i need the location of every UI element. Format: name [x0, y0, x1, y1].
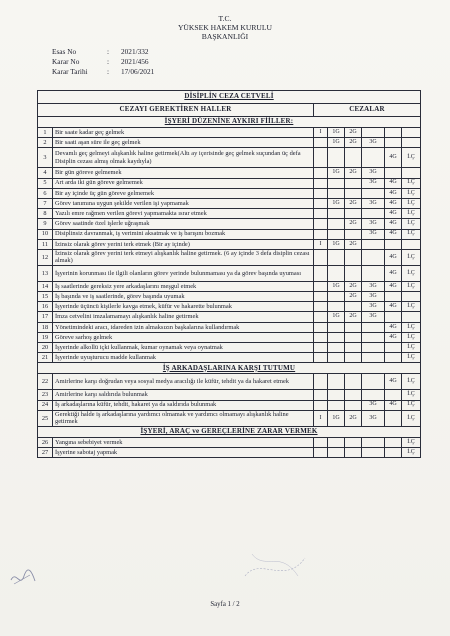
row-number: 13: [38, 265, 53, 281]
offence-text: Disiplinsiz davranmak, iş verimini aksatmak ve iş barışını bozmak: [53, 229, 314, 239]
penalty-cell: 4G: [385, 374, 402, 390]
section-header-row: [38, 426, 421, 437]
penalty-cell: 3G: [362, 219, 385, 229]
penalty-cell: [402, 138, 421, 148]
penalty-cell: [385, 390, 402, 400]
offence-text: Gerektiği halde iş arkadaşlarına yardımcı olmamak ve yardımcı olmamayı alışkanlık haline getirmek: [53, 410, 314, 426]
penalty-cell: 3G: [362, 168, 385, 178]
header-institution: YÜKSEK HAKEM KURULU: [177, 23, 273, 32]
penalty-cell: [362, 209, 385, 219]
penalty-cell: 3G: [362, 410, 385, 426]
penalty-cell: [345, 249, 362, 265]
penalty-cell: [402, 292, 421, 302]
row-number: 19: [38, 332, 53, 342]
penalty-cell: [385, 353, 402, 363]
offence-text: Bir saati aşan süre ile geç gelmek: [53, 138, 314, 148]
row-number: 16: [38, 302, 53, 312]
row-number: 5: [38, 178, 53, 188]
meta-row-esas: [52, 47, 154, 57]
row-number: 10: [38, 229, 53, 239]
offence-text: İş arkadaşlarına küfür, tehdit, hakaret ya da saldırıda bulunmak: [53, 400, 314, 410]
offence-text: Yazılı emre rağmen verilen görevi yapmamakta ısrar etmek: [53, 209, 314, 219]
penalty-cell: 1G: [328, 138, 345, 148]
penalty-cell: 3G: [362, 400, 385, 410]
penalty-cell: 2G: [345, 281, 362, 291]
penalty-cell: İ.Ç: [402, 374, 421, 390]
row-number: 2: [38, 138, 53, 148]
penalty-cell: 2G: [345, 410, 362, 426]
penalty-cell: [385, 312, 402, 322]
penalty-cell: 4G: [385, 229, 402, 239]
penalty-cell: İ.Ç: [402, 229, 421, 239]
header-tc: T.C.: [218, 14, 232, 23]
penalty-cell: [385, 343, 402, 353]
penalty-cell: 3G: [362, 281, 385, 291]
penalty-cell: İ.Ç: [402, 343, 421, 353]
offence-text: İşyerinde alkollü içki kullanmak, kumar oynamak veya oynatmak: [53, 343, 314, 353]
penalty-cell: İ.Ç: [402, 209, 421, 219]
table-header-row: [38, 104, 421, 117]
table-row: [38, 437, 421, 447]
penalty-cell: [328, 302, 345, 312]
penalty-cell: [314, 447, 328, 457]
offence-text: İşyerine sabotaj yapmak: [53, 447, 314, 457]
penalty-cell: [402, 239, 421, 249]
offence-text: İş saatlerinde gereksiz yere arkadaşlarını meşgul etmek: [53, 281, 314, 291]
penalty-cell: 4G: [385, 249, 402, 265]
penalty-cell: [328, 265, 345, 281]
row-number: 1: [38, 128, 53, 138]
penalty-cell: [345, 353, 362, 363]
table-row: [38, 229, 421, 239]
penalty-cell: [328, 332, 345, 342]
penalty-cell: 3G: [362, 292, 385, 302]
penalty-cell: [328, 292, 345, 302]
offence-text: Art arda iki gün göreve gelmemek: [53, 178, 314, 188]
row-number: 17: [38, 312, 53, 322]
penalty-cell: [345, 265, 362, 281]
table-row: [38, 198, 421, 208]
penalty-cell: 4G: [385, 302, 402, 312]
offence-text: Yönetimindeki aracı, idareden izin almaksızın başkalarına kullandırmak: [53, 322, 314, 332]
penalty-cell: 4G: [385, 178, 402, 188]
stamp-mark: [240, 546, 310, 586]
meta-colon: :: [107, 57, 110, 66]
penalty-cell: 2G: [345, 128, 362, 138]
penalty-cell: [314, 198, 328, 208]
penalty-cell: 1G: [328, 198, 345, 208]
section-title: İŞ ARKADAŞLARINA KARŞI TUTUMU: [38, 363, 421, 374]
penalty-cell: [314, 322, 328, 332]
table-row: [38, 322, 421, 332]
meta-label: Karar Tarihi: [52, 67, 88, 76]
penalty-cell: 3G: [362, 302, 385, 312]
penalty-cell: 1G: [328, 410, 345, 426]
penalty-cell: İ.Ç: [402, 447, 421, 457]
row-number: 9: [38, 219, 53, 229]
penalty-cell: [345, 178, 362, 188]
offence-text: Bir saate kadar geç gelmek: [53, 128, 314, 138]
penalty-cell: [314, 178, 328, 188]
table-row: [38, 249, 421, 265]
meta-value: 2021/456: [121, 57, 149, 66]
penalty-cell: [314, 437, 328, 447]
offence-text: Devamlı geç gelmeyi alışkanlık haline getirmek(Altı ay içerisinde geç gelmek suçundan üç defa Disiplin cezası almış olmak kaydıyla): [53, 148, 314, 168]
penalty-cell: [362, 332, 385, 342]
table-row: [38, 374, 421, 390]
offence-text: İmza cetvelini imzalamamayı alışkanlık haline getirmek: [53, 312, 314, 322]
penalty-cell: 3G: [362, 138, 385, 148]
penalty-cell: [314, 209, 328, 219]
penalty-cell: [362, 353, 385, 363]
penalty-cell: İ.Ç: [402, 219, 421, 229]
penalty-cell: [328, 390, 345, 400]
penalty-cell: [362, 265, 385, 281]
row-number: 25: [38, 410, 53, 426]
penalty-cell: İ.Ç: [402, 332, 421, 342]
row-number: 26: [38, 437, 53, 447]
penalty-cell: 1G: [328, 128, 345, 138]
penalty-cell: [345, 148, 362, 168]
offence-text: İşyerinin korunması ile ilgili olanların görev yerinde bulunmaması ya da görev başında uyuması: [53, 265, 314, 281]
penalty-cell: [328, 447, 345, 457]
table-row: [38, 265, 421, 281]
penalty-cell: [328, 400, 345, 410]
penalty-cell: I: [314, 410, 328, 426]
page-footer: Sayfa 1 / 2: [210, 601, 240, 608]
penalty-cell: [402, 128, 421, 138]
penalty-cell: [385, 437, 402, 447]
section-title: İŞYERİ, ARAÇ ve GEREÇLERİNE ZARAR VERMEK: [38, 426, 421, 437]
penalty-cell: [345, 374, 362, 390]
penalty-cell: [362, 148, 385, 168]
penalty-cell: İ.Ç: [402, 281, 421, 291]
penalty-cell: 1G: [328, 239, 345, 249]
penalty-cell: 4G: [385, 265, 402, 281]
table-row: [38, 209, 421, 219]
offence-text: Bir ay içinde üç gün göreve gelmemek: [53, 188, 314, 198]
penalty-cell: 3G: [362, 229, 385, 239]
meta-row-karar: [52, 57, 154, 67]
row-number: 6: [38, 188, 53, 198]
penalty-cell: [362, 343, 385, 353]
row-number: 11: [38, 239, 53, 249]
penalty-cell: İ.Ç: [402, 178, 421, 188]
penalty-cell: [402, 312, 421, 322]
penalty-cell: [314, 292, 328, 302]
penalty-cell: [314, 148, 328, 168]
penalty-cell: [328, 178, 345, 188]
penalty-cell: [314, 343, 328, 353]
penalty-cell: 4G: [385, 400, 402, 410]
penalty-cell: I: [314, 239, 328, 249]
table-row: [38, 390, 421, 400]
table-row: [38, 138, 421, 148]
row-number: 20: [38, 343, 53, 353]
penalty-cell: [314, 229, 328, 239]
penalty-cell: [328, 353, 345, 363]
penalty-cell: [345, 343, 362, 353]
penalty-cell: İ.Ç: [402, 302, 421, 312]
penalty-cell: 2G: [345, 198, 362, 208]
penalty-cell: [314, 265, 328, 281]
column-header-penalties: CEZALAR: [314, 104, 421, 117]
penalty-cell: [362, 322, 385, 332]
penalty-cell: [385, 292, 402, 302]
penalty-cell: İ.Ç: [402, 249, 421, 265]
meta-row-tarih: [52, 67, 154, 77]
case-meta: [52, 47, 154, 77]
penalty-cell: [314, 374, 328, 390]
penalty-cell: [314, 302, 328, 312]
penalty-cell: İ.Ç: [402, 410, 421, 426]
header-department: BAŞKANLIĞI: [201, 32, 249, 41]
table-row: [38, 168, 421, 178]
meta-colon: :: [107, 67, 110, 76]
penalty-cell: [345, 332, 362, 342]
penalty-cell: [314, 249, 328, 265]
table-title-row: [38, 91, 421, 104]
offence-text: Göreve sarhoş gelmek: [53, 332, 314, 342]
penalty-cell: [314, 281, 328, 291]
penalty-cell: 4G: [385, 198, 402, 208]
section-title: İŞYERİ DÜZENİNE AYKIRI FİİLLER:: [38, 117, 421, 128]
penalty-cell: İ.Ç: [402, 390, 421, 400]
penalty-cell: 4G: [385, 281, 402, 291]
table-row: [38, 400, 421, 410]
row-number: 3: [38, 148, 53, 168]
table-row: [38, 302, 421, 312]
table-row: [38, 281, 421, 291]
meta-colon: :: [107, 47, 110, 56]
row-number: 21: [38, 353, 53, 363]
penalty-cell: [402, 168, 421, 178]
penalty-cell: [328, 249, 345, 265]
penalty-cell: 2G: [345, 239, 362, 249]
penalty-cell: [328, 219, 345, 229]
penalty-cell: [362, 437, 385, 447]
penalty-cell: [362, 374, 385, 390]
penalty-cell: [314, 219, 328, 229]
penalty-cell: [362, 239, 385, 249]
penalty-cell: [345, 390, 362, 400]
penalty-cell: [328, 188, 345, 198]
offence-text: Görev saatinde özel işlerle uğraşmak: [53, 219, 314, 229]
offence-text: İzinsiz olarak görev yerini terk etmeyi alışkanlık haline getirmek. (6 ay içinde 3 defa disiplin cezası almak): [53, 249, 314, 265]
offence-text: Yangına sebebiyet vermek: [53, 437, 314, 447]
penalty-cell: 4G: [385, 188, 402, 198]
penalty-cell: [314, 168, 328, 178]
penalty-cell: 3G: [362, 178, 385, 188]
penalty-cell: İ.Ç: [402, 188, 421, 198]
penalty-cell: [385, 168, 402, 178]
offence-text: İşyerinde uyuşturucu madde kullanmak: [53, 353, 314, 363]
penalty-cell: [328, 229, 345, 239]
penalty-cell: 1G: [328, 168, 345, 178]
penalty-cell: İ.Ç: [402, 400, 421, 410]
offence-text: Bir gün göreve gelmemek: [53, 168, 314, 178]
row-number: 15: [38, 292, 53, 302]
offence-text: İşyerinde üçüncü kişilerle kavga etmek, küfür ve hakarette bulunmak: [53, 302, 314, 312]
penalty-cell: İ.Ç: [402, 322, 421, 332]
table-row: [38, 239, 421, 249]
meta-label: Karar No: [52, 57, 80, 66]
section-header-row: [38, 117, 421, 128]
penalty-cell: İ.Ç: [402, 353, 421, 363]
penalty-cell: 2G: [345, 168, 362, 178]
row-number: 18: [38, 322, 53, 332]
row-number: 14: [38, 281, 53, 291]
offence-text: İzinsiz olarak görev yerini terk etmek (Bir ay içinde): [53, 239, 314, 249]
penalty-cell: [345, 302, 362, 312]
table-row: [38, 219, 421, 229]
penalty-cell: [328, 343, 345, 353]
penalty-cell: [385, 138, 402, 148]
penalty-cell: [314, 138, 328, 148]
penalty-cell: [362, 447, 385, 457]
row-number: 8: [38, 209, 53, 219]
penalty-cell: 3G: [362, 198, 385, 208]
penalty-cell: İ.Ç: [402, 198, 421, 208]
penalty-cell: [314, 332, 328, 342]
offence-text: Amirlerine karşı doğrudan veya sosyal medya aracılığı ile küfür, tehdit ya da hakaret etmek: [53, 374, 314, 390]
offence-text: İş başında ve iş saatlerinde, görev başında uyumak: [53, 292, 314, 302]
row-number: 23: [38, 390, 53, 400]
penalty-cell: [345, 188, 362, 198]
row-number: 24: [38, 400, 53, 410]
penalty-cell: 4G: [385, 209, 402, 219]
penalty-cell: İ.Ç: [402, 148, 421, 168]
penalty-cell: [385, 239, 402, 249]
penalty-cell: 1G: [328, 281, 345, 291]
table-row: [38, 292, 421, 302]
penalty-cell: [314, 312, 328, 322]
penalty-cell: [328, 374, 345, 390]
table-title: DİSİPLİN CEZA CETVELİ: [38, 91, 421, 104]
penalty-cell: [345, 229, 362, 239]
row-number: 4: [38, 168, 53, 178]
penalty-cell: İ.Ç: [402, 437, 421, 447]
penalty-cell: [314, 390, 328, 400]
penalty-cell: [314, 188, 328, 198]
penalty-cell: [385, 447, 402, 457]
penalty-table: [37, 90, 421, 458]
offence-text: Görev tanımına uygun şekilde verilen işi yapmamak: [53, 198, 314, 208]
penalty-cell: 2G: [345, 219, 362, 229]
offence-text: Amirlerine karşı saldırıda bulunmak: [53, 390, 314, 400]
penalty-cell: [385, 128, 402, 138]
penalty-cell: [328, 322, 345, 332]
penalty-cell: [328, 209, 345, 219]
penalty-cell: [314, 400, 328, 410]
penalty-cell: İ.Ç: [402, 265, 421, 281]
penalty-cell: 4G: [385, 219, 402, 229]
row-number: 22: [38, 374, 53, 390]
signature-mark: [8, 566, 38, 590]
row-number: 12: [38, 249, 53, 265]
penalty-cell: [328, 437, 345, 447]
table-row: [38, 343, 421, 353]
table-row: [38, 353, 421, 363]
penalty-cell: [345, 437, 362, 447]
penalty-cell: 4G: [385, 148, 402, 168]
penalty-cell: [362, 128, 385, 138]
penalty-cell: 1G: [328, 312, 345, 322]
row-number: 27: [38, 447, 53, 457]
penalty-cell: [328, 148, 345, 168]
penalty-cell: [362, 249, 385, 265]
row-number: 7: [38, 198, 53, 208]
penalty-cell: [345, 400, 362, 410]
column-header-offences: CEZAYI GEREKTİREN HALLER: [38, 104, 314, 117]
table-row: [38, 447, 421, 457]
penalty-cell: [314, 353, 328, 363]
table-row: [38, 128, 421, 138]
penalty-cell: 2G: [345, 292, 362, 302]
penalty-cell: [385, 410, 402, 426]
table-row: [38, 312, 421, 322]
penalty-cell: [362, 188, 385, 198]
meta-label: Esas No: [52, 47, 77, 56]
penalty-cell: [362, 390, 385, 400]
penalty-cell: 4G: [385, 332, 402, 342]
meta-value: 17/06/2021: [121, 67, 155, 76]
table-row: [38, 410, 421, 426]
meta-value: 2021/332: [121, 47, 149, 56]
penalty-cell: 2G: [345, 138, 362, 148]
penalty-cell: I: [314, 128, 328, 138]
section-header-row: [38, 363, 421, 374]
penalty-cell: 4G: [385, 322, 402, 332]
penalty-cell: [345, 322, 362, 332]
table-row: [38, 148, 421, 168]
penalty-cell: 3G: [362, 312, 385, 322]
penalty-cell: 2G: [345, 312, 362, 322]
table-row: [38, 188, 421, 198]
penalty-cell: [345, 447, 362, 457]
table-row: [38, 332, 421, 342]
penalty-cell: [345, 209, 362, 219]
table-row: [38, 178, 421, 188]
